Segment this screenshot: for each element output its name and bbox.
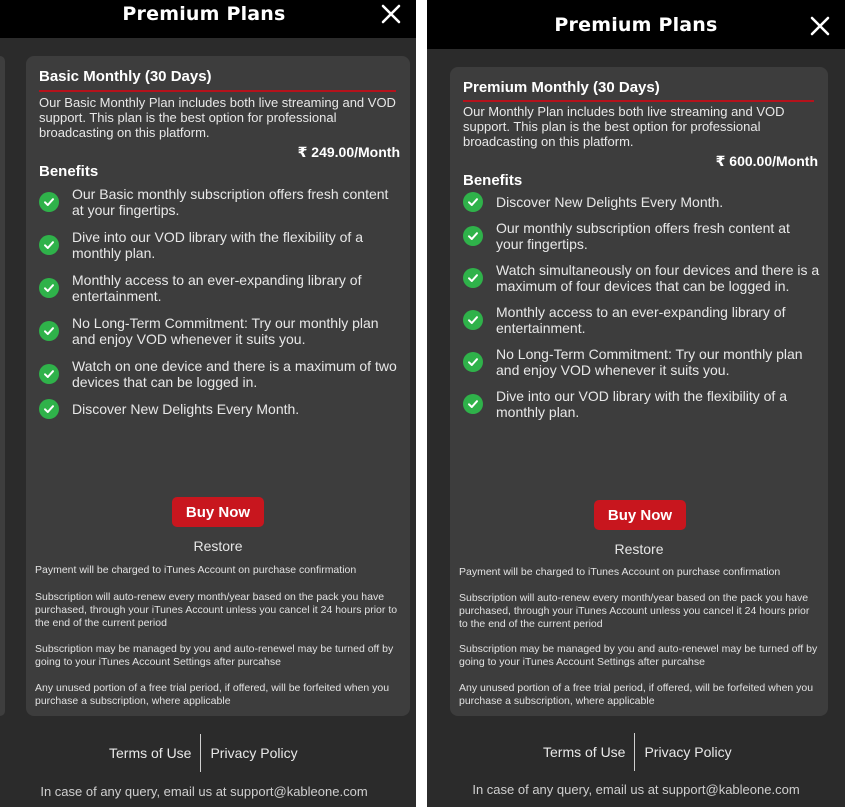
page-title: Premium Plans xyxy=(122,3,286,25)
page-title: Premium Plans xyxy=(554,14,718,36)
benefit-item xyxy=(39,272,402,304)
close-icon[interactable] xyxy=(380,3,402,25)
benefit-text: Our Basic monthly subscription offers fresh content at your fingertips. xyxy=(72,186,389,218)
benefit-item xyxy=(463,304,820,336)
benefit-item xyxy=(463,262,820,294)
benefit-item xyxy=(39,315,402,347)
privacy-policy-link[interactable]: Privacy Policy xyxy=(644,744,732,760)
plan-description: Our Monthly Plan includes both live streaming and VOD support. This plan is the best option for professional broadcasting on this platform. xyxy=(463,104,785,149)
footer-divider xyxy=(634,733,635,771)
fine-print: Subscription will auto-renew every month/year based on the pack you have purchased, through your iTunes Account unless you cancel it 24 hours prior to the end of the current period xyxy=(35,591,398,629)
benefit-item xyxy=(463,388,820,420)
benefit-text: No Long-Term Commitment: Try our monthly plan and enjoy VOD whenever it suits you. xyxy=(496,346,803,378)
benefit-item xyxy=(463,346,820,378)
plan-price: ₹ 600.00/Month xyxy=(715,153,818,169)
benefit-item xyxy=(39,186,402,218)
benefit-text: Monthly access to an ever-expanding library of entertainment. xyxy=(496,304,786,336)
plan-card xyxy=(450,67,828,716)
plan-price: ₹ 249.00/Month xyxy=(297,144,400,160)
check-circle-icon xyxy=(39,235,59,255)
fine-print: Payment will be charged to iTunes Account on purchase confirmation xyxy=(35,564,357,576)
buy-now-button[interactable]: Buy Now xyxy=(172,497,264,527)
plan-card xyxy=(26,56,410,716)
footer-divider xyxy=(200,734,201,772)
title-divider xyxy=(463,100,814,102)
fine-print: Subscription may be managed by you and auto-renewel may be turned off by going to your iTunes Account Settings after purcahse xyxy=(459,643,818,668)
terms-of-use-link[interactable]: Terms of Use xyxy=(543,744,626,760)
benefit-item xyxy=(39,358,402,390)
benefit-text: Watch on one device and there is a maximum of two devices that can be logged in. xyxy=(72,358,397,390)
plan-description: Our Basic Monthly Plan includes both live streaming and VOD support. This plan is the best option for professional broadcasting on this platform. xyxy=(39,95,396,140)
check-circle-icon xyxy=(463,352,483,372)
check-circle-icon xyxy=(463,226,483,246)
benefit-text: Monthly access to an ever-expanding library of entertainment. xyxy=(72,272,362,304)
check-circle-icon xyxy=(463,310,483,330)
benefit-text: No Long-Term Commitment: Try our monthly plan and enjoy VOD whenever it suits you. xyxy=(72,315,379,347)
benefit-text: Watch simultaneously on four devices and there is a maximum of four devices that can be logged in. xyxy=(496,262,820,294)
benefits-heading: Benefits xyxy=(463,172,523,189)
terms-of-use-link[interactable]: Terms of Use xyxy=(109,745,192,761)
benefit-text: Discover New Delights Every Month. xyxy=(496,194,724,210)
restore-link[interactable]: Restore xyxy=(193,538,243,554)
benefit-item xyxy=(463,192,820,212)
benefit-item xyxy=(463,220,820,252)
benefit-item xyxy=(39,229,402,261)
header xyxy=(0,0,416,38)
header xyxy=(427,0,845,49)
benefit-item xyxy=(39,399,402,419)
check-circle-icon xyxy=(39,192,59,212)
plan-title: Basic Monthly (30 Days) xyxy=(39,68,212,85)
check-circle-icon xyxy=(463,268,483,288)
left-screen xyxy=(0,0,416,807)
fine-print: Subscription may be managed by you and auto-renewel may be turned off by going to your iTunes Account Settings after purcahse xyxy=(35,643,394,668)
fine-print: Any unused portion of a free trial period, if offered, will be forfeited when you purchase a subscription, where applicable xyxy=(459,682,814,707)
check-circle-icon xyxy=(463,394,483,414)
title-divider xyxy=(39,90,396,92)
check-circle-icon xyxy=(463,192,483,212)
plan-title: Premium Monthly (30 Days) xyxy=(463,79,660,96)
check-circle-icon xyxy=(39,364,59,384)
footer-links xyxy=(543,733,732,771)
check-circle-icon xyxy=(39,321,59,341)
support-contact: In case of any query, email us at support@kableone.com xyxy=(472,782,800,797)
benefit-text: Discover New Delights Every Month. xyxy=(72,401,300,417)
benefit-text: Our monthly subscription offers fresh content at your fingertips. xyxy=(496,220,790,252)
fine-print: Any unused portion of a free trial period, if offered, will be forfeited when you purchase a subscription, where applicable xyxy=(35,682,390,707)
benefits-heading: Benefits xyxy=(39,163,99,180)
right-screen xyxy=(427,0,845,807)
fine-print: Subscription will auto-renew every month/year based on the pack you have purchased, through your iTunes Account unless you cancel it 24 hours prior to the end of the current period xyxy=(459,592,810,630)
footer-links xyxy=(109,734,298,772)
check-circle-icon xyxy=(39,278,59,298)
previous-plan-card-edge[interactable] xyxy=(0,56,5,716)
benefit-text: Dive into our VOD library with the flexibility of a monthly plan. xyxy=(72,229,363,261)
support-contact: In case of any query, email us at support@kableone.com xyxy=(40,784,368,799)
buy-now-button[interactable]: Buy Now xyxy=(594,500,686,530)
benefit-text: Dive into our VOD library with the flexibility of a monthly plan. xyxy=(496,388,787,420)
fine-print: Payment will be charged to iTunes Account on purchase confirmation xyxy=(459,566,781,578)
close-icon[interactable] xyxy=(809,15,831,37)
privacy-policy-link[interactable]: Privacy Policy xyxy=(210,745,298,761)
restore-link[interactable]: Restore xyxy=(614,541,664,557)
check-circle-icon xyxy=(39,399,59,419)
